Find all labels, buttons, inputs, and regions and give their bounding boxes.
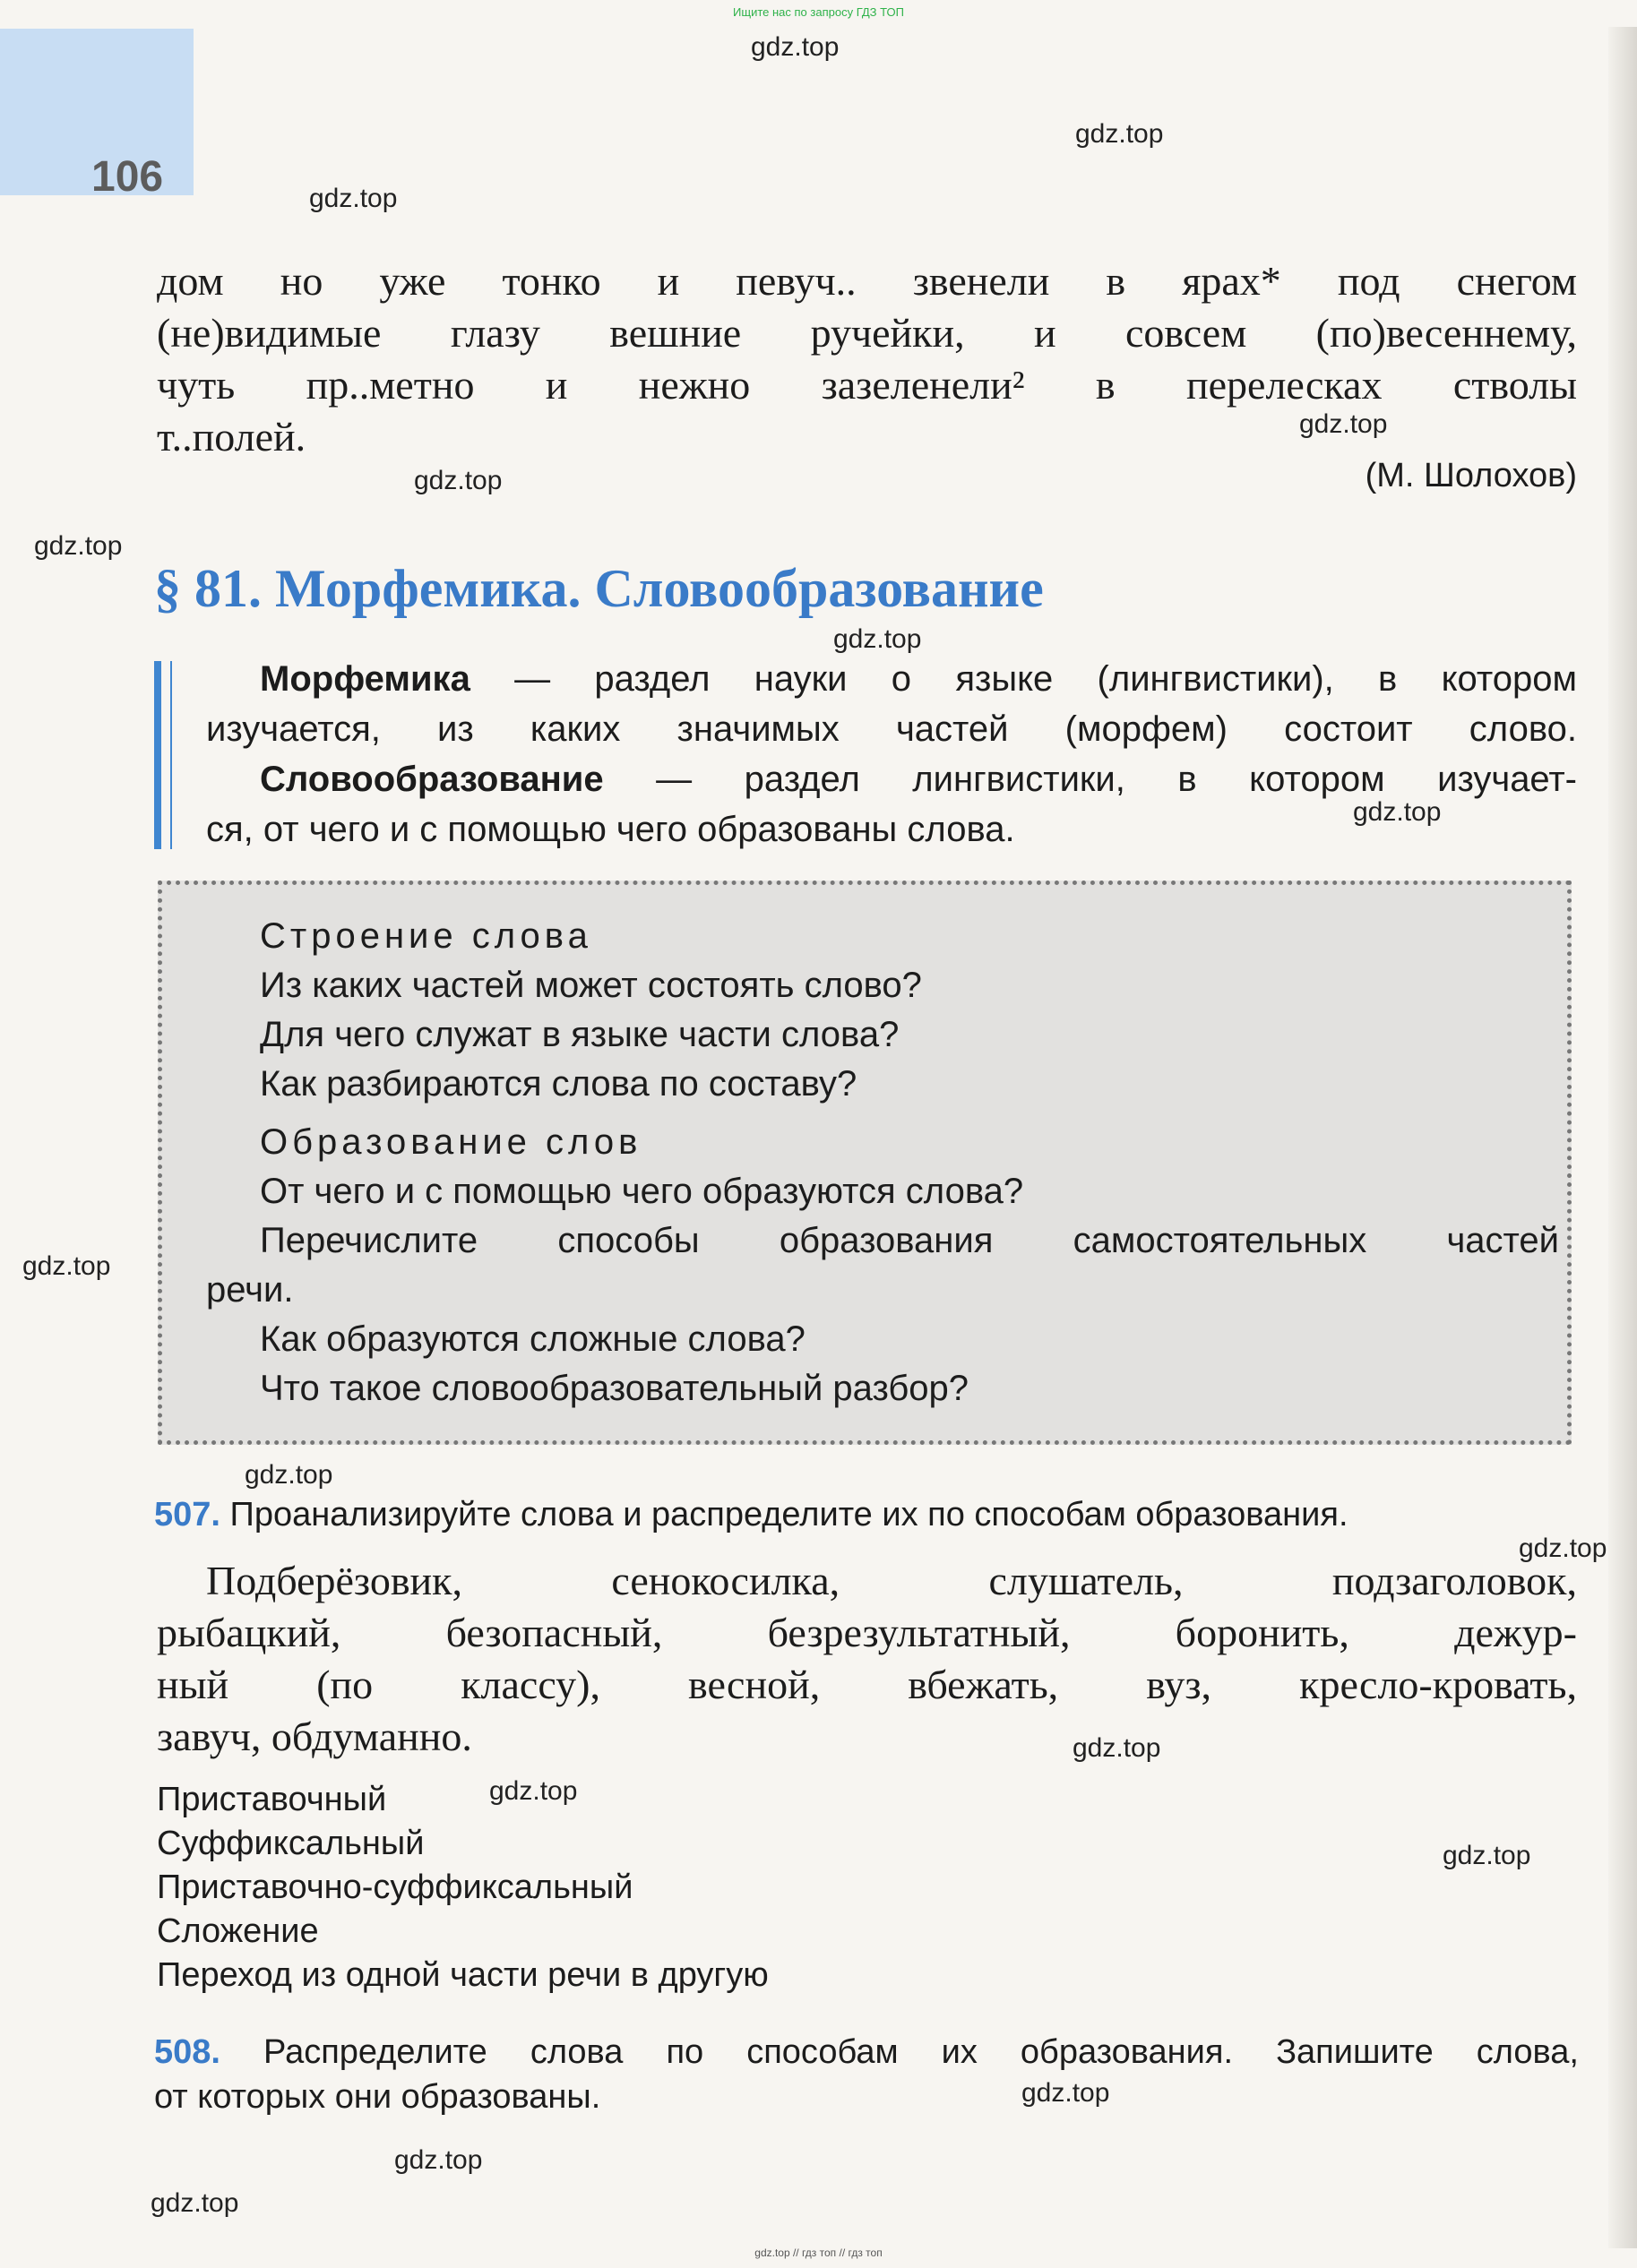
formation-type: Сложение xyxy=(157,1912,319,1950)
quote-line: т..полей. xyxy=(157,414,306,460)
page-edge-shadow xyxy=(1608,27,1637,2248)
question: Как разбираются слова по составу? xyxy=(260,1064,857,1104)
watermark: gdz.top xyxy=(833,624,922,654)
quote-line: дом но уже тонко и певуч.. звенели в ярах* под снегом xyxy=(157,258,1577,304)
watermark: gdz.top xyxy=(245,1460,333,1490)
watermark: gdz.top xyxy=(1519,1533,1607,1563)
definition-bar xyxy=(154,661,161,849)
exercise-text: от которых они образованы. xyxy=(154,2078,601,2116)
question: Перечислите способы образования самостоятельных частей xyxy=(260,1221,1559,1260)
formation-type: Переход из одной части речи в другую xyxy=(157,1956,769,1994)
watermark: gdz.top xyxy=(1353,797,1442,827)
watermark: gdz.top xyxy=(394,2145,483,2175)
exercise-507-task xyxy=(154,1496,1579,1534)
watermark: gdz.top xyxy=(414,466,503,495)
watermark: gdz.top xyxy=(751,32,840,62)
word-line: Подберёзовик, сенокосилка, слушатель, подзаголовок, xyxy=(206,1558,1577,1603)
watermark: gdz.top xyxy=(1299,409,1388,439)
bottom-banner: gdz.top // гдз топ // гдз топ xyxy=(754,2247,883,2259)
exercise-line xyxy=(154,2030,1579,2075)
word-line: завуч, обдуманно. xyxy=(157,1714,472,1759)
question: Что такое словообразовательный разбор? xyxy=(260,1369,969,1408)
definition-text: изучается, из каких значимых частей (морфем) состоит слово. xyxy=(206,709,1577,749)
question: Как образуются сложные слова? xyxy=(260,1319,806,1359)
watermark: gdz.top xyxy=(489,1776,578,1806)
watermark: gdz.top xyxy=(34,531,123,561)
formation-type: Приставочно-суффиксальный xyxy=(157,1869,633,1906)
exercise-text: Распределите слова по способам их образования. Запишите слова, xyxy=(220,2033,1579,2071)
exercise-number: 507. xyxy=(154,1496,220,1533)
watermark: gdz.top xyxy=(1075,119,1164,149)
questions-list xyxy=(206,912,1559,1413)
section-heading: § 81. Морфемика. Словообразование xyxy=(154,559,1044,618)
formation-type: Приставочный xyxy=(157,1781,387,1818)
watermark: gdz.top xyxy=(309,184,398,213)
question: речи. xyxy=(206,1270,294,1310)
exercise-507-words xyxy=(157,1555,1577,1763)
formation-types-list xyxy=(157,1778,769,1997)
question: Для чего служат в языке части слова? xyxy=(260,1015,900,1054)
exercise-508-task xyxy=(154,2030,1579,2119)
watermark: gdz.top xyxy=(1073,1733,1161,1763)
word-line: рыбацкий, безопасный, безрезультатный, боронить, дежур- xyxy=(157,1610,1577,1655)
watermark: gdz.top xyxy=(1443,1841,1531,1870)
exercise-text: Проанализируйте слова и распределите их по способам образования. xyxy=(220,1496,1348,1533)
questions-subtitle: Образование слов xyxy=(260,1122,642,1162)
term-word-formation: Словообразование xyxy=(260,760,604,799)
watermark: gdz.top xyxy=(1021,2078,1110,2108)
quote-line: чуть пр..метно и нежно зазеленели² в перелесках стволы xyxy=(157,362,1577,408)
term-morphemics: Морфемика xyxy=(260,659,470,699)
watermark: gdz.top xyxy=(22,1251,111,1281)
definition-text: — раздел лингвистики, в котором изучает- xyxy=(603,760,1577,799)
definition-line xyxy=(206,654,1577,704)
watermark: gdz.top xyxy=(151,2188,239,2218)
formation-type: Суффиксальный xyxy=(157,1825,425,1862)
word-line: ный (по классу), весной, вбежать, вуз, кресло-кровать, xyxy=(157,1662,1577,1707)
quote-author: (М. Шолохов) xyxy=(1365,457,1577,494)
exercise-number: 508. xyxy=(154,2033,220,2071)
top-banner: Ищите нас по запросу ГДЗ ТОП xyxy=(733,5,904,19)
page-number: 106 xyxy=(91,153,164,201)
definition-bar-thin xyxy=(170,661,172,849)
quote-line: (не)видимые глазу вешние ручейки, и совсем (по)весеннему, xyxy=(157,310,1577,356)
question: От чего и с помощью чего образуются слова? xyxy=(260,1172,1024,1211)
definition-text: — раздел науки о языке (лингвистики), в котором xyxy=(470,659,1577,699)
question: Из каких частей может состоять слово? xyxy=(260,966,922,1005)
questions-subtitle: Строение слова xyxy=(260,916,592,956)
definition-text: ся, от чего и с помощью чего образованы слова. xyxy=(206,810,1015,849)
